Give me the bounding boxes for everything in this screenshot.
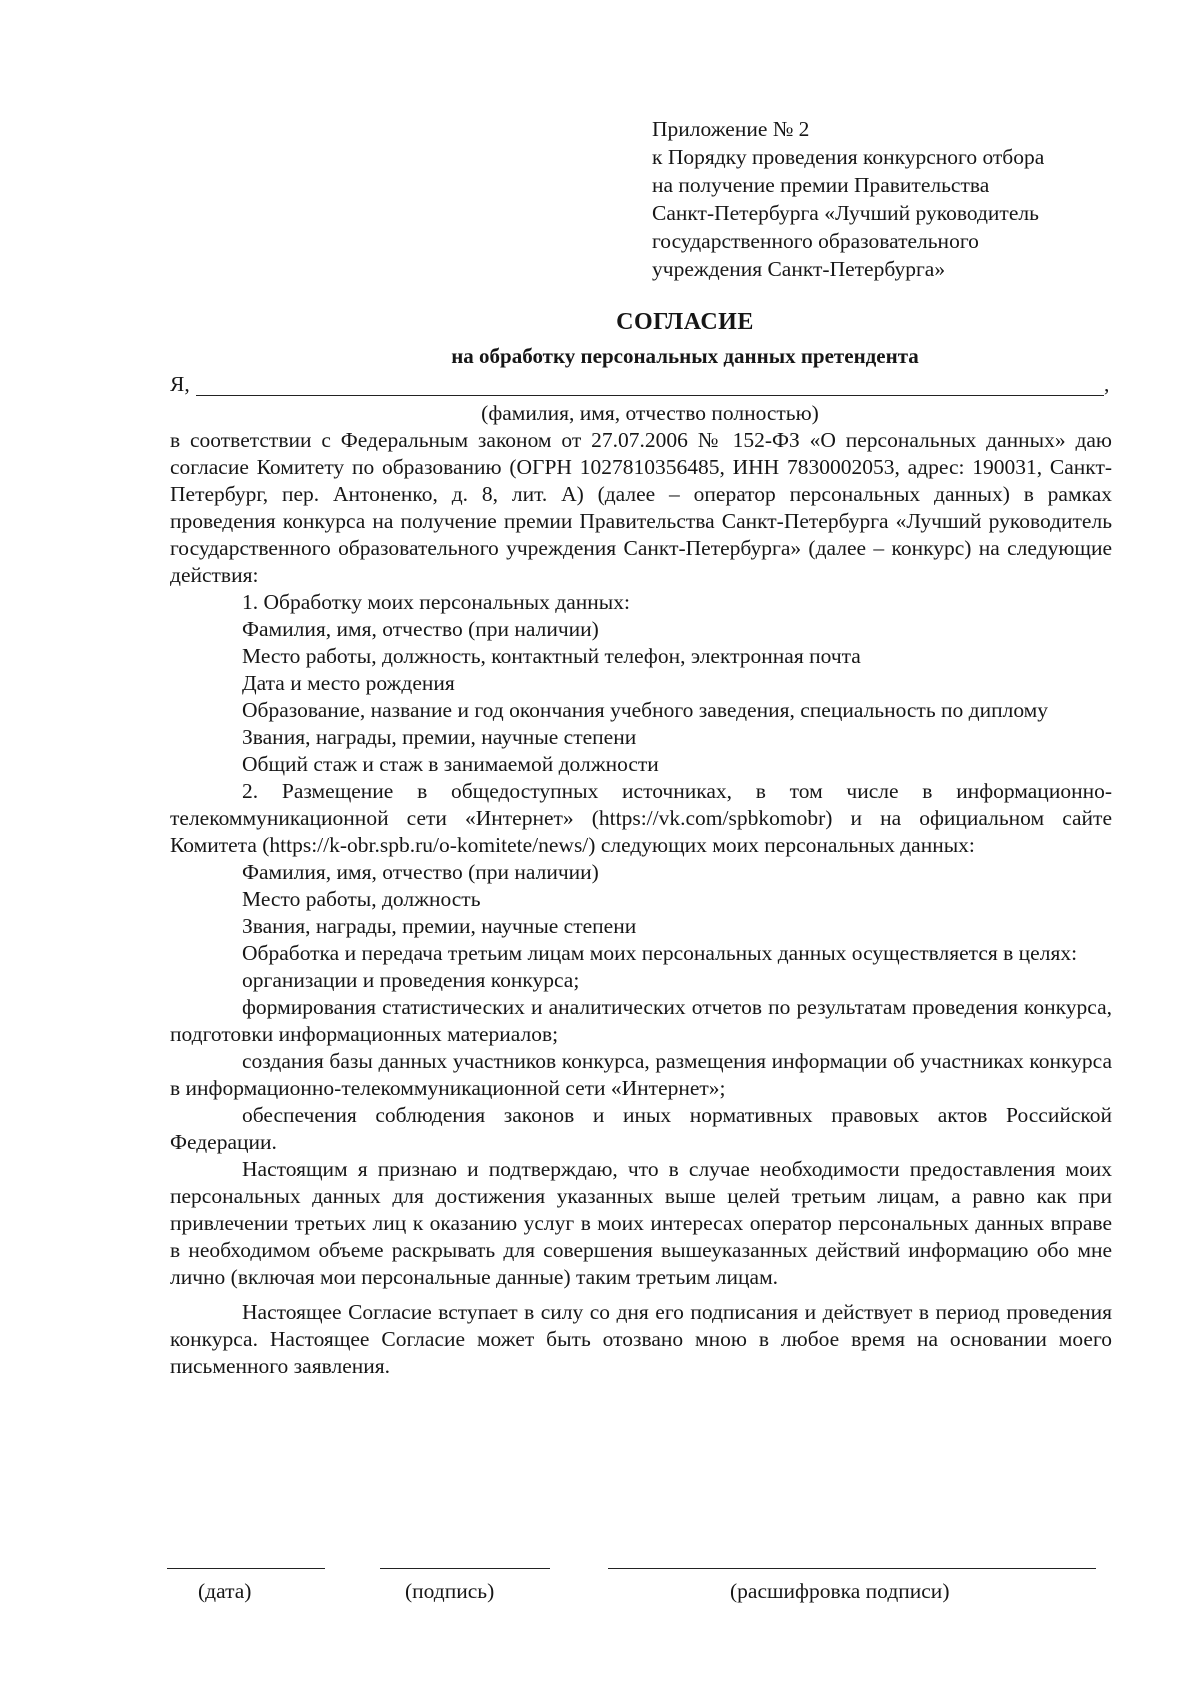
appendix-line: Санкт-Петербурга «Лучший руководитель [652,201,1039,225]
declarant-suffix: , [1104,372,1110,396]
purpose-item: обеспечения соблюдения законов и иных нормативных правовых актов Российской Федерации. [170,1103,1112,1154]
full-name-caption: (фамилия, имя, отчество полностью) [481,401,819,425]
appendix-line: государственного образовательного [652,229,979,253]
appendix-line: к Порядку проведения конкурсного отбора [652,145,1045,169]
appendix-header [652,115,1122,283]
item1-line: Дата и место рождения [242,671,455,695]
date-blank-line [167,1568,325,1569]
appendix-line: учреждения Санкт-Петербурга» [652,257,946,281]
document-title: СОГЛАСИЕ [616,309,754,335]
purposes-intro: Обработка и передача третьим лицам моих персональных данных осуществляется в целях: [242,941,1078,965]
item1-line: Фамилия, имя, отчество (при наличии) [242,617,599,641]
item1-line: Образование, название и год окончания учебного заведения, специальность по диплому [242,698,1049,722]
item1-line: Звания, награды, премии, научные степени [242,725,637,749]
purpose-item: формирования статистических и аналитических отчетов по результатам проведения конкурса, подготовки информационных материалов; [170,995,1112,1046]
date-label: (дата) [198,1579,252,1603]
signature-decode-blank-line [608,1568,1096,1569]
signature-blank-line [380,1568,550,1569]
signature-label: (подпись) [405,1579,495,1603]
item2-paragraph: 2. Размещение в общедоступных источниках, в том числе в информационно-телекоммуникационной сети «Интернет» (https://vk.com/spbkomobr) и на официальном сайте Комитета (https://k-obr.spb.ru/o-komitete/news/) следующих моих персональных данных: [170,779,1112,857]
acknowledgement-paragraph: Настоящим я признаю и подтверждаю, что в случае необходимости предоставления моих персональных данных для достижения указанных выше целей третьим лицам, а равно как при привлечении третьих лиц к оказанию услуг в моих интересах оператор персональных данных вправе в необходимом объеме раскрывать для совершения вышеуказанных действий информацию обо мне лично (включая мои персональные данные) таким третьим лицам. [170,1157,1112,1289]
item2-line: Фамилия, имя, отчество (при наличии) [242,860,599,884]
item1-heading: 1. Обработку моих персональных данных: [242,590,630,614]
signature-decode-label: (расшифровка подписи) [730,1579,950,1603]
item1-line: Общий стаж и стаж в занимаемой должности [242,752,659,776]
purpose-item: организации и проведения конкурса; [242,968,580,992]
validity-paragraph: Настоящее Согласие вступает в силу со дня его подписания и действует в период проведения конкурса. Настоящее Согласие может быть отозвано мною в любое время на основании моего письменного заявления. [170,1300,1112,1378]
item2-line: Место работы, должность [242,887,481,911]
appendix-line: Приложение № 2 [652,117,810,141]
purpose-item: создания базы данных участников конкурса, размещения информации об участниках конкурса в информационно-телекоммуникационной сети «Интернет»; [170,1049,1112,1100]
item1-line: Место работы, должность, контактный телефон, электронная почта [242,644,861,668]
full-name-blank-line [196,395,1104,396]
consent-body [170,427,1112,1380]
intro-paragraph: в соответствии с Федеральным законом от 27.07.2006 № 152-ФЗ «О персональных данных» даю согласие Комитету по образованию (ОГРН 1027810356485, ИНН 7830002053, адрес: 190031, Санкт-Петербург, пер. Антоненко, д. 8, лит. А) (далее – оператор персональных данных) в рамках проведения конкурса на получение премии Правительства Санкт-Петербурга «Лучший руководитель государственного образовательного учреждения Санкт-Петербурга» (далее – конкурс) на следующие действия: [170,428,1112,587]
appendix-line: на получение премии Правительства [652,173,990,197]
item2-line: Звания, награды, премии, научные степени [242,914,637,938]
document-subtitle: на обработку персональных данных претендента [451,344,919,368]
declarant-prefix: Я, [170,372,190,396]
